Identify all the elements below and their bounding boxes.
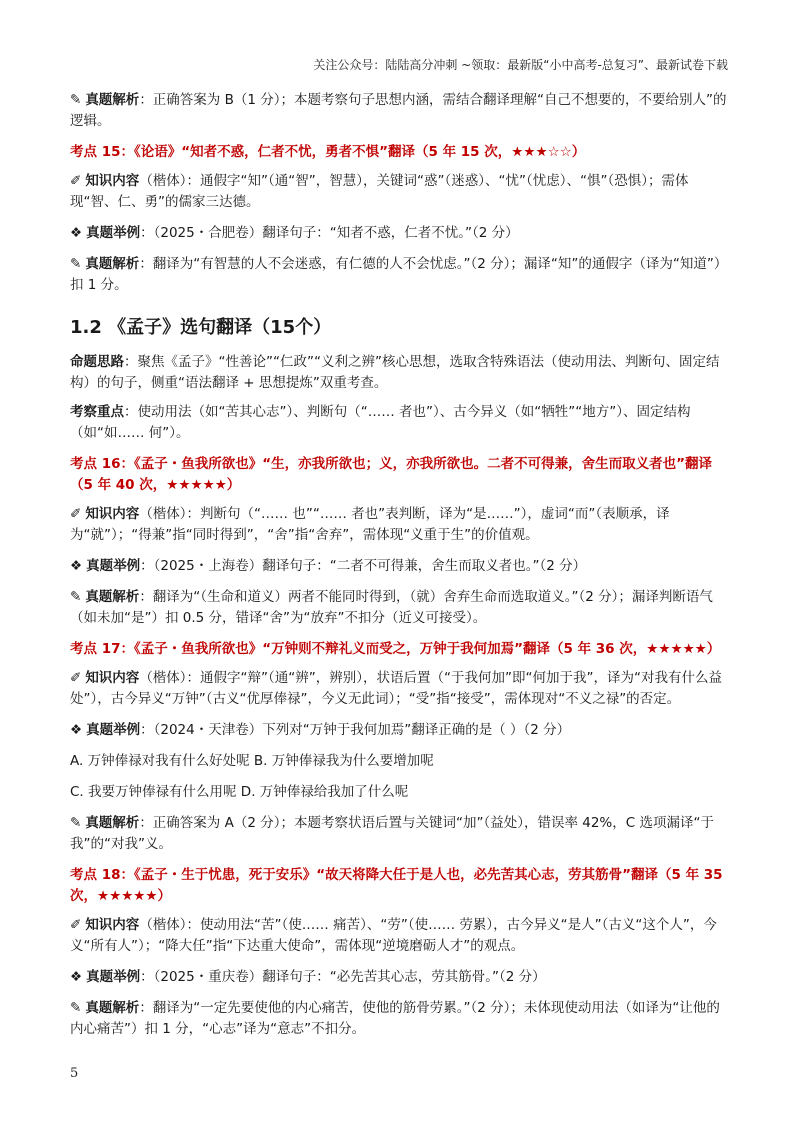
kaodian-15-title: 考点 15：《论语》“知者不惑，仁者不忧，勇者不惧”翻译（5 年 15 次，★★★☆☆） (70, 144, 586, 160)
example-paragraph (70, 556, 730, 577)
analysis-text: ：正确答案为 B（1 分）；本题考察句子思想内涵，需结合翻译理解“自己不想要的，不要给别人”的逻辑。 (70, 92, 727, 129)
options-ab: A. 万钟俸禄对我有什么好处呢 B. 万钟俸禄我为什么要增加呢 (70, 753, 434, 769)
kaocha-text: ：使动用法（如“苦其心志”）、判断句（“…… 者也”）、古今异义（如“牺牲”“地方”）、固定结构（如“如…… 何”）。 (70, 404, 691, 441)
analysis-paragraph (70, 813, 730, 855)
kaocha-label: 考察重点 (70, 404, 124, 420)
knowledge-text: （楷体）：使动用法“苦”（使…… 痛苦）、“劳”（使…… 劳累），古今异义“是人”（古义“这个人”，今义“所有人”）；“降大任”指“下达重大使命”，需体现“逆境磨砺人才”的观点。 (70, 917, 717, 954)
example-text: ：（2025・重庆卷）翻译句子：“必先苦其心志，劳其筋骨。”（2 分） (140, 969, 546, 985)
analysis-label: 真题解析 (85, 256, 140, 272)
knowledge-label: 知识内容 (85, 173, 140, 189)
page-number: 5 (70, 1066, 79, 1081)
pen-icon: ✐ (70, 917, 82, 933)
diamond-bullet-icon: ❖ (70, 722, 83, 738)
analysis-text: ：翻译为“有智慧的人不会迷惑，有仁德的人不会忧虑。”（2 分）；漏译“知”的通假字（译为“知道”）扣 1 分。 (70, 256, 728, 293)
pen-icon: ✐ (70, 670, 82, 686)
diamond-bullet-icon: ❖ (70, 225, 83, 241)
kaodian-18-title: 考点 18：《孟子・生于忧患，死于安乐》“故天将降大任于是人也，必先苦其心志，劳其筋骨”翻译（5 年 35 次，★★★★★） (70, 867, 723, 904)
example-paragraph (70, 967, 730, 988)
options-cd: C. 我要万钟俸禄有什么用呢 D. 万钟俸禄给我加了什么呢 (70, 784, 409, 800)
pencil-icon: ✎ (70, 815, 82, 831)
pen-icon: ✐ (70, 173, 82, 189)
mingti-label: 命题思路 (70, 354, 124, 370)
knowledge-paragraph (70, 668, 730, 710)
pencil-icon: ✎ (70, 92, 82, 108)
example-paragraph (70, 720, 730, 741)
mingti-text: ：聚焦《孟子》“性善论”“仁政”“义利之辨”核心思想，选取含特殊语法（使动用法、判断句、固定结构）的句子，侧重“语法翻译 + 思想提炼”双重考查。 (70, 354, 720, 391)
analysis-paragraph (70, 587, 730, 629)
analysis-label: 真题解析 (85, 92, 140, 108)
knowledge-paragraph (70, 915, 730, 957)
pencil-icon: ✎ (70, 1000, 82, 1016)
example-label: 真题举例 (86, 969, 141, 985)
page-header: 关注公众号：陆陆高分冲刺 ~领取：最新版“小中高考-总复习”、最新试卷下载 (313, 58, 728, 72)
analysis-text: ：翻译为“（生命和道义）两者不能同时得到，（就）舍弃生命而选取道义。”（2 分）；漏译判断语气（如未加“是”）扣 0.5 分，错译“舍”为“放弃”不扣分（近义可接受）。 (70, 589, 713, 626)
knowledge-text: （楷体）：通假字“知”（通“智”，智慧），关键词“惑”（迷惑）、“忧”（忧虑）、“惧”（恐惧）；需体现“智、仁、勇”的儒家三达德。 (70, 173, 689, 210)
knowledge-paragraph (70, 171, 730, 213)
analysis-paragraph (70, 998, 730, 1040)
knowledge-text: （楷体）：通假字“辩”（通“辨”，辨别），状语后置（“于我何加”即“何加于我”，译为“对我有什么益处”），古今异义“万钟”（古义“优厚俸禄”，今义无此词）；“受”指“接受”，需体现对“不义之禄”的否定。 (70, 670, 723, 707)
knowledge-label: 知识内容 (85, 506, 140, 522)
pen-icon: ✐ (70, 506, 82, 522)
analysis-paragraph (70, 90, 730, 132)
example-text: ：（2025・上海卷）翻译句子：“二者不可得兼，舍生而取义者也。”（2 分） (140, 558, 587, 574)
analysis-paragraph (70, 254, 730, 296)
kaocha-paragraph (70, 402, 730, 444)
section-heading: 1.2 《孟子》选句翻译（15个） (70, 317, 332, 338)
analysis-label: 真题解析 (85, 815, 140, 831)
knowledge-paragraph (70, 504, 730, 546)
page-content (70, 90, 730, 1050)
example-text: ：（2025・合肥卷）翻译句子：“知者不惑，仁者不忧。”（2 分） (140, 225, 519, 241)
diamond-bullet-icon: ❖ (70, 558, 83, 574)
kaodian-17-title: 考点 17：《孟子・鱼我所欲也》“万钟则不辩礼义而受之，万钟于我何加焉”翻译（5 年 36 次，★★★★★） (70, 641, 721, 657)
example-text: ：（2024・天津卷）下列对“万钟于我何加焉”翻译正确的是（ ）（2 分） (140, 722, 571, 738)
analysis-label: 真题解析 (85, 589, 140, 605)
example-label: 真题举例 (86, 225, 141, 241)
mingti-paragraph (70, 352, 730, 394)
example-label: 真题举例 (86, 722, 141, 738)
knowledge-label: 知识内容 (85, 917, 140, 933)
knowledge-text: （楷体）：判断句（“…… 也”“…… 者也”表判断，译为“是……”），虚词“而”（表顺承，译为“就”）；“得兼”指“同时得到”，“舍”指“舍弃”，需体现“义重于生”的价值观。 (70, 506, 670, 543)
knowledge-label: 知识内容 (85, 670, 140, 686)
kaodian-16-title: 考点 16：《孟子・鱼我所欲也》“生，亦我所欲也；义，亦我所欲也。二者不可得兼，舍生而取义者也”翻译（5 年 40 次，★★★★★） (70, 456, 712, 493)
diamond-bullet-icon: ❖ (70, 969, 83, 985)
analysis-text: ：正确答案为 A（2 分）；本题考察状语后置与关键词“加”（益处），错误率 42%，C 选项漏译“于我”的“对我”义。 (70, 815, 714, 852)
analysis-label: 真题解析 (85, 1000, 140, 1016)
pencil-icon: ✎ (70, 589, 82, 605)
example-paragraph (70, 223, 730, 244)
pencil-icon: ✎ (70, 256, 82, 272)
analysis-text: ：翻译为“一定先要使他的内心痛苦，使他的筋骨劳累。”（2 分）；未体现使动用法（如译为“让他的内心痛苦”）扣 1 分，“心志”译为“意志”不扣分。 (70, 1000, 720, 1037)
example-label: 真题举例 (86, 558, 141, 574)
